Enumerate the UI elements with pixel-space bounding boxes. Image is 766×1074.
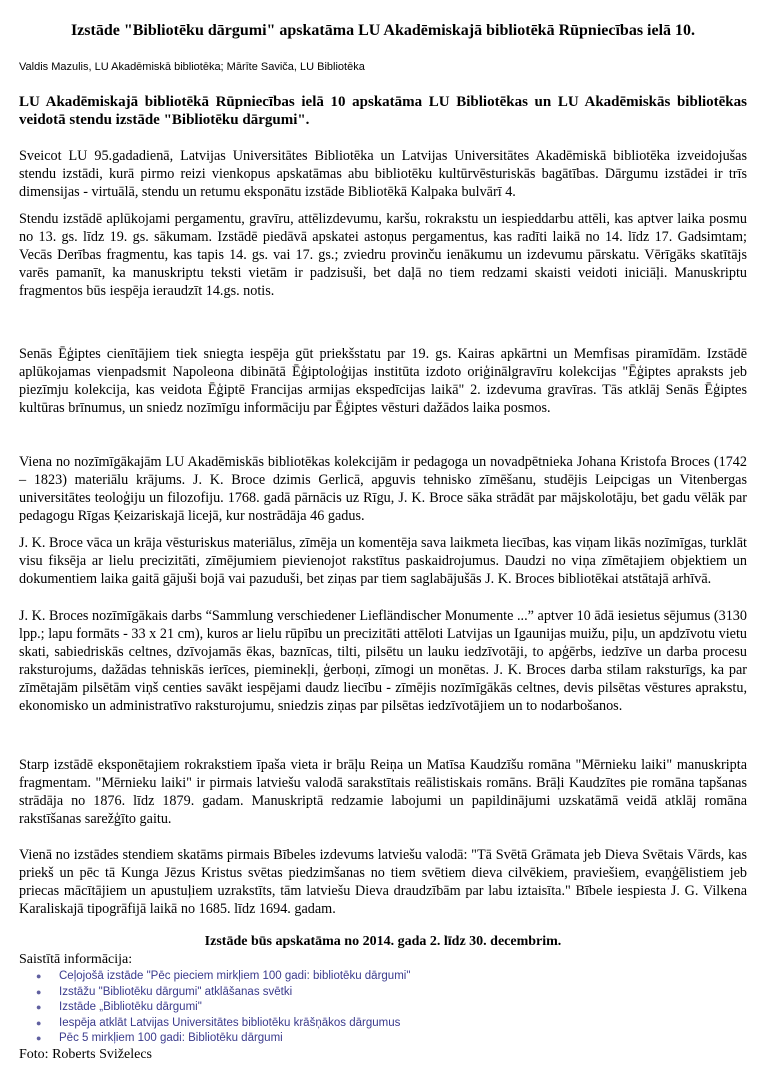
paragraph-6: J. K. Broces nozīmīgākais darbs “Sammlung verschiedener Liefländischer Monumente ...” aptver 10 ādā iesietus sējumus (3130 lpp.; lapu formāts - 33 x 21 cm), kuros ar lielu rūpību un precizitāti attēloti Latvijas un Igaunijas muižu, piļu, un apdzīvotu vietu skati, sabiedriskās celtnes, dzīvojamās ēkas, baznīcas, tilti, pilsētu un lauku iedzīvotāji, to apģērbs, iedzīve un darba procesu raksturojums, dažādas tehniskās ierīces, pieminekļi, ģerboņi, zīmogi un monētas. J. K. Broces darba stilam raksturīgs, ka par zīmētajām pilsētām viņš centies savākt iespējami daudz liecību - zīmējis nozīmīgākās celtnes, devis pilsētas vēstures aprakstu, ekonomisko un administratīvo raksturojumu, sniedzis ziņas par pilsētas iedzīvotājiem un to nodarbošanos. [19, 608, 747, 714]
bullet-icon: ● [36, 1002, 42, 1013]
related-link-item [36, 1000, 410, 1016]
photo-credit: Foto: Roberts Sviželecs [19, 1047, 152, 1062]
bullet-icon: ● [36, 971, 42, 981]
article-authors: Valdis Mazulis, LU Akadēmiskā bibliotēka; Mārīte Saviča, LU Bibliotēka [19, 61, 365, 73]
related-link-4[interactable]: Iespēja atklāt Latvijas Universitātes bibliotēku krāšņākos dārgumus [59, 1016, 401, 1029]
paragraph-2: Stendu izstādē aplūkojami pergamentu, gravīru, attēlizdevumu, karšu, rokrakstu un iespieddarbu attēli, kas aptver laika posmu no 13. gs. līdz 19. gs. sākumam. Izstādē piedāvā apskatei astoņus pergamentus, kas radīti laikā no 14. līdz 17. Gadsimtam; Vecās Derības fragmentu, kas tapis 14. gs. vai 17. gs.; zviedru provinču ienākumu un izdevumu pārskatu. Vērīgāks skatītājs varēs pamanīt, ka manuskriptu teksti vietām ir padzisuši, bet daļā no tiem redzami skaisti veidoti iniciāļi. Manuskriptu fragmentos būs iespēja ieraudzīt 14.gs. notis. [19, 211, 747, 299]
related-info-heading: Saistītā informācija: [19, 952, 133, 967]
paragraph-4: Viena no nozīmīgākajām LU Akadēmiskās bibliotēkas kolekcijām ir pedagoga un novadpētnieka Johana Kristofa Broces (1742 – 1823) materiālu krājums. J. K. Broce dzimis Gerlicā, apguvis tehnisko zīmēšanu, studējis Leipcigas un Vitenbergas universitātes teoloģiju un filozofiju. 1768. gadā pārnācis uz Rīgu, J. K. Broce sāka strādāt par mājskolotāju, bet gadu vēlāk par pedagogu Rīgas Ķeizariskajā licejā, kur nostrādāja 46 gadus. [19, 454, 747, 524]
paragraph-8: Vienā no izstādes stendiem skatāms pirmais Bībeles izdevums latviešu valodā: "Tā Svētā Grāmata jeb Dieva Svētais Vārds, kas priekš un pēc tā Kunga Jēzus Kristus svētas piedzimšanas no tiem svētiem dieva cilvēkiem, praviešiem, evaņģēlistiem jeb priecas mācītājiem un apustuļiem uzrakstīts, tām latviešu Dieva draudzībām par labu iztaisīta." Bībele iespiesta J. G. Vilkena Karaliskajā tipogrāfijā laikā no 1685. līdz 1694. gadam. [19, 847, 747, 917]
article-lead: LU Akadēmiskajā bibliotēkā Rūpniecības ielā 10 apskatāma LU Bibliotēkas un LU Akadēmiskās bibliotēkas veidotā stendu izstāde "Bibliotēku dārgumi". [19, 94, 747, 128]
paragraph-7: Starp izstādē eksponētajiem rokrakstiem īpaša vieta ir brāļu Reiņa un Matīsa Kaudzīšu romāna "Mērnieku laiki" manuskripta fragmentam. "Mērnieku laiki" ir pirmais latviešu valodā sarakstītais reālistiskais romāns. Brāļi Kaudzītes pie romāna tapšanas strādāja no 1876. līdz 1879. gadam. Manuskriptā redzamie labojumi un papildinājumi uzskatāmā veidā atklāj romāna rakstīšanas sarežģīto gaitu. [19, 757, 747, 827]
exhibition-dates: Izstāde būs apskatāma no 2014. gada 2. līdz 30. decembrim. [204, 934, 562, 949]
related-link-item [36, 1031, 410, 1047]
paragraph-3: Senās Ēģiptes cienītājiem tiek sniegta iespēja gūt priekšstatu par 19. gs. Kairas apkārtni un Memfisas piramīdām. Izstādē aplūkojamas vienpadsmit Napoleona dibinātā Ēģiptoloģijas institūta izdoto oriģinālgravīru kolekcijas "Ēģiptes apraksts jeb piezīmju kolekcija, kas veidota Ēģiptē Francijas armijas ekspedīcijas laikā" 2. izdevuma gravīras. Tās atklāj Senās Ēģiptes kultūras brīnumus, un sniedz nozīmīgu informāciju par Ēģiptes vēsturi dažādos laika posmos. [19, 346, 747, 416]
bullet-icon: ● [36, 986, 42, 997]
related-link-3[interactable]: Izstāde „Bibliotēku dārgumi" [59, 1001, 202, 1014]
related-link-item [36, 1016, 410, 1032]
paragraph-1: Sveicot LU 95.gadadienā, Latvijas Universitātes Bibliotēka un Latvijas Universitātes Akadēmiskā bibliotēka izveidojušas stendu izstādi, kurā pirmo reizi vienkopus apskatāmas abu bibliotēku kultūrvēsturiskās bagātības. Dārgumu izstādei ir trīs dimensijas - virtuālā, stendu un retumu eksponātu izstāde Bibliotēkā Kalpaka bulvārī 4. [19, 148, 747, 200]
related-link-1[interactable]: Ceļojošā izstāde "Pēc pieciem mirkļiem 100 gadi: bibliotēku dārgumi" [59, 970, 411, 982]
related-link-item [36, 969, 411, 985]
related-link-2[interactable]: Izstāžu "Bibliotēku dārgumi" atklāšanas svētki [59, 985, 293, 998]
article-title: Izstāde "Bibliotēku dārgumi" apskatāma LU Akadēmiskajā bibliotēkā Rūpniecības ielā 10. [70, 22, 696, 39]
paragraph-5: J. K. Broce vāca un krāja vēsturiskus materiālus, zīmēja un komentēja sava laikmeta liecības, kas viņam likās nozīmīgas, turklāt visu fiksēja ar lielu precizitāti, zīmējumiem pievienojot rakstītus paskaidrojumus. Daudzi no viņa zīmētajiem objektiem un dokumentiem laika gaitā gājuši bojā vai pazuduši, bet ziņas par tiem saglabājušās J. K. Broces bibliotēkai atstātajā arhīvā. [19, 535, 747, 587]
bullet-icon: ● [36, 1033, 42, 1044]
bullet-icon: ● [36, 1017, 42, 1028]
related-links-list [19, 969, 410, 1047]
related-link-5[interactable]: Pēc 5 mirkļiem 100 gadi: Bibliotēku dārgumi [59, 1032, 283, 1045]
related-link-item [36, 985, 410, 1001]
